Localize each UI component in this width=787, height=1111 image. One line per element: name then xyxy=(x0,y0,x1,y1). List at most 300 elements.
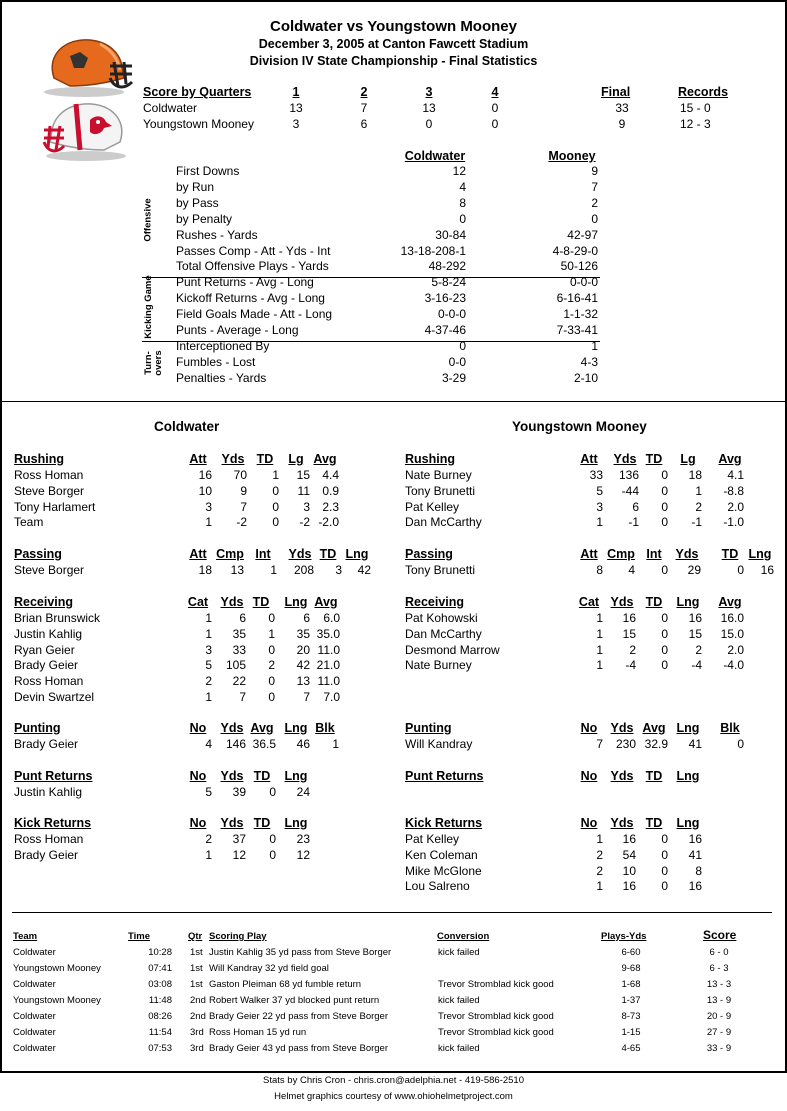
section-divider xyxy=(0,401,787,402)
player-stat-value: 5 xyxy=(596,483,603,498)
quarter-col-header: 4 xyxy=(491,85,499,99)
player-stat-value: 11 xyxy=(297,483,310,498)
player-name: Dan McCarthy xyxy=(405,515,482,530)
player-stat-value: 4 xyxy=(205,737,212,751)
scoring-play: Brady Geier 22 yd pass from Steve Borger xyxy=(209,1011,388,1022)
player-stat-value: 0 xyxy=(268,674,275,689)
scoring-time: 11:54 xyxy=(148,1027,172,1038)
stat-col-header: Yds xyxy=(220,769,244,783)
player-stat-value: 2.0 xyxy=(727,642,744,657)
player-stat-value: 29 xyxy=(687,563,701,577)
player-stat-value: 1 xyxy=(268,626,275,641)
left-team-heading: Coldwater xyxy=(154,419,220,434)
player-stat-value: -1 xyxy=(691,515,702,530)
team-stat-mooney: 6-16-41 xyxy=(556,291,598,306)
stat-col-header: Lng xyxy=(284,816,308,830)
stat-col-header: Yds xyxy=(220,595,244,609)
team-stat-coldwater: 0 xyxy=(459,211,466,226)
player-stat-value: 12 xyxy=(296,847,310,862)
player-stat-value: 230 xyxy=(615,737,636,751)
stat-col-header: Blk xyxy=(315,721,335,735)
scoring-play: Robert Walker 37 yd blocked punt return xyxy=(209,995,380,1006)
player-stat-value: 0 xyxy=(661,499,668,514)
stat-col-header: Lng xyxy=(284,595,308,609)
player-stat-value: 16 xyxy=(198,468,212,482)
team-stat-mooney: 0 xyxy=(591,211,598,226)
scoring-score: 13 - 3 xyxy=(706,979,732,990)
player-name: Brady Geier xyxy=(14,847,79,862)
quarter-score: 0 xyxy=(425,117,433,131)
quarter-col-header: 2 xyxy=(360,85,368,99)
team-stat-label: by Pass xyxy=(176,195,219,210)
stat-col-header: TD xyxy=(253,816,271,830)
player-stat-value: 2.3 xyxy=(322,499,339,514)
scoring-qtr: 3rd xyxy=(190,1027,204,1038)
player-stat-value: -4 xyxy=(691,658,702,673)
player-stat-value: 22 xyxy=(232,674,246,689)
player-stat-value: 0 xyxy=(272,515,279,530)
team-stats-col-coldwater: Coldwater xyxy=(404,149,466,163)
player-stat-value: 36.5 xyxy=(252,737,276,751)
quarter-score: 0 xyxy=(491,117,499,131)
quarters-team-name: Youngstown Mooney xyxy=(143,117,254,131)
footer-credits: Stats by Chris Cron - chris.cron@adelphia.net - 419-586-2510 xyxy=(263,1075,524,1086)
player-name: Steve Borger xyxy=(14,563,85,577)
scoring-team: Coldwater xyxy=(13,1043,56,1054)
player-stat-value: 0 xyxy=(737,563,744,577)
player-name: Tony Brunetti xyxy=(405,483,476,498)
player-stat-value: 11.0 xyxy=(317,674,340,689)
player-stat-value: 4 xyxy=(628,563,635,577)
stat-section-title: Receiving xyxy=(405,595,465,609)
player-name: Justin Kahlig xyxy=(14,626,83,641)
player-stat-value: 1 xyxy=(596,611,603,625)
player-stat-value: 2 xyxy=(205,832,212,846)
page-subtitle: December 3, 2005 at Canton Fawcett Stadium xyxy=(258,37,529,51)
player-name: Brady Geier xyxy=(14,737,79,751)
stat-col-header: Lng xyxy=(676,769,700,783)
player-stat-value: 0 xyxy=(661,658,668,673)
player-stat-value: -4.0 xyxy=(723,658,744,673)
player-stat-value: 6 xyxy=(239,611,246,625)
player-stat-value: 105 xyxy=(225,658,246,673)
stat-col-header: Lng xyxy=(284,721,308,735)
stat-col-header: Blk xyxy=(720,721,740,735)
stat-col-header: TD xyxy=(319,547,337,561)
player-stat-value: 35 xyxy=(232,626,246,641)
team-stat-coldwater: 4-37-46 xyxy=(424,323,466,337)
player-name: Ryan Geier xyxy=(14,642,75,657)
team-stat-mooney: 7-33-41 xyxy=(556,323,598,337)
scoring-conversion: Trevor Stromblad kick good xyxy=(438,979,554,990)
player-stat-value: 3 xyxy=(205,642,212,657)
player-stat-value: 16 xyxy=(688,879,702,894)
player-name: Desmond Marrow xyxy=(405,642,500,657)
stat-section-title: Punting xyxy=(14,721,61,735)
player-name: Steve Borger xyxy=(14,483,85,498)
team-stat-label: Passes Comp - Att - Yds - Int xyxy=(176,243,331,258)
scoring-plays-yds: 9-68 xyxy=(621,963,641,974)
quarters-heading: Score by Quarters xyxy=(143,85,252,99)
stat-col-header: TD xyxy=(645,452,663,466)
player-stat-value: 1 xyxy=(205,847,212,862)
player-stat-value: 0 xyxy=(661,515,668,530)
player-stat-value: 7.0 xyxy=(323,690,340,704)
team-stat-label: Punt Returns - Avg - Long xyxy=(176,275,314,290)
stat-col-header: No xyxy=(189,816,207,830)
player-stat-value: -44 xyxy=(621,483,639,498)
player-stat-value: 18 xyxy=(198,563,212,577)
team-stat-label: First Downs xyxy=(176,164,240,178)
player-stat-value: 136 xyxy=(618,468,639,482)
player-stat-value: 1 xyxy=(596,626,603,641)
player-stat-value: 39 xyxy=(232,785,246,799)
scoring-qtr: 2nd xyxy=(190,1011,206,1022)
player-stat-value: 1 xyxy=(596,642,603,657)
player-stat-value: -1.0 xyxy=(723,515,744,530)
stat-col-header: Avg xyxy=(314,595,338,609)
team-stat-mooney: 9 xyxy=(591,164,598,178)
stat-col-header: Att xyxy=(580,547,598,561)
player-stat-value: -2 xyxy=(236,515,247,530)
player-stat-value: 208 xyxy=(293,563,314,577)
scoring-play: Brady Geier 43 yd pass from Steve Borger xyxy=(209,1043,388,1054)
quarter-score: 13 xyxy=(289,101,303,115)
player-stat-value: 37 xyxy=(232,832,246,846)
player-stat-value: 70 xyxy=(233,468,247,482)
scoring-score: 6 - 3 xyxy=(709,963,729,974)
player-stat-value: 1 xyxy=(695,483,702,498)
quarter-score: 3 xyxy=(292,117,300,131)
player-stat-value: 16 xyxy=(622,879,636,894)
scoring-col-play: Scoring Play xyxy=(209,931,267,942)
player-stat-value: 16 xyxy=(622,611,636,625)
stat-col-header: Cmp xyxy=(216,547,244,561)
player-stat-value: 0 xyxy=(269,785,276,799)
stat-col-header: Avg xyxy=(718,595,742,609)
player-stat-value: 2 xyxy=(629,642,636,657)
player-stat-value: 0 xyxy=(268,690,275,704)
scoring-plays-yds: 1-15 xyxy=(621,1027,641,1038)
player-stat-value: 5 xyxy=(205,785,212,799)
team-stat-mooney: 0-0-0 xyxy=(569,275,598,290)
stat-col-header: TD xyxy=(253,769,271,783)
team-record: 12 - 3 xyxy=(680,117,711,131)
player-stat-value: 8 xyxy=(695,863,702,878)
player-stat-value: 1 xyxy=(205,611,212,625)
stat-section-title: Rushing xyxy=(405,452,455,466)
player-stat-value: 10 xyxy=(622,863,636,878)
scoring-conversion: kick failed xyxy=(438,1043,480,1054)
team-stat-coldwater: 8 xyxy=(459,195,466,210)
player-name: Devin Swartzel xyxy=(14,690,95,704)
final-col-header: Final xyxy=(601,85,631,99)
player-name: Ken Coleman xyxy=(405,847,478,862)
player-stat-value: 18 xyxy=(688,468,702,482)
player-stat-value: 10 xyxy=(198,483,212,498)
scoring-divider xyxy=(12,912,772,913)
stat-col-header: Avg xyxy=(718,452,742,466)
player-stat-value: -4 xyxy=(625,658,636,673)
player-name: Tony Harlamert xyxy=(14,499,96,514)
player-stat-value: 16 xyxy=(688,832,702,846)
team-stat-group-label: Kicking Game xyxy=(142,275,154,339)
scoring-col-score: Score xyxy=(703,928,737,942)
stat-col-header: No xyxy=(189,769,207,783)
scoring-plays-yds: 1-68 xyxy=(621,979,641,990)
player-stat-value: -1 xyxy=(628,515,639,530)
stat-col-header: Att xyxy=(189,452,207,466)
stat-col-header: Yds xyxy=(221,452,245,466)
stat-section-title: Kick Returns xyxy=(405,816,483,830)
player-name: Ross Homan xyxy=(14,674,84,689)
player-name: Ross Homan xyxy=(14,468,84,482)
scoring-col-team: Team xyxy=(13,931,38,942)
scoring-time: 08:26 xyxy=(148,1011,172,1022)
player-stat-value: 23 xyxy=(296,832,310,846)
player-stat-value: 0 xyxy=(269,847,276,862)
player-stat-value: 1 xyxy=(596,832,603,846)
coldwater-helmet-icon xyxy=(40,36,135,98)
team-stat-mooney: 42-97 xyxy=(567,227,598,242)
scoring-score: 13 - 9 xyxy=(706,995,732,1006)
stat-section-title: Receiving xyxy=(14,595,74,609)
scoring-team: Coldwater xyxy=(13,1011,56,1022)
stat-col-header: Yds xyxy=(220,721,244,735)
player-name: Ross Homan xyxy=(14,832,84,846)
player-stat-value: 46 xyxy=(296,737,310,751)
team-stat-coldwater: 0 xyxy=(459,338,466,353)
player-stat-value: 41 xyxy=(688,737,702,751)
stat-col-header: Yds xyxy=(610,721,634,735)
team-stat-label: Penalties - Yards xyxy=(176,370,267,385)
stat-col-header: Lng xyxy=(284,769,308,783)
team-stat-coldwater: 5-8-24 xyxy=(431,275,466,290)
team-record: 15 - 0 xyxy=(680,101,711,115)
team-stat-label: by Run xyxy=(176,179,215,194)
player-stat-value: 7 xyxy=(240,499,247,514)
stat-col-header: TD xyxy=(256,452,274,466)
player-stat-value: 1 xyxy=(332,737,339,751)
player-stat-value: 0 xyxy=(661,563,668,577)
player-name: Nate Burney xyxy=(405,468,472,482)
quarters-team-name: Coldwater xyxy=(143,101,198,115)
stat-col-header: TD xyxy=(645,769,663,783)
team-stat-group-label: Turn-overs xyxy=(142,350,164,376)
player-stat-value: 9 xyxy=(240,483,247,498)
scoring-qtr: 1st xyxy=(190,979,203,990)
scoring-team: Youngstown Mooney xyxy=(13,995,101,1006)
player-stat-value: 15 xyxy=(688,626,702,641)
team-stat-coldwater: 13-18-208-1 xyxy=(400,243,466,258)
stat-col-header: TD xyxy=(721,547,739,561)
scoring-plays-yds: 6-60 xyxy=(621,947,641,958)
player-stat-value: 2 xyxy=(596,847,603,862)
scoring-plays-yds: 8-73 xyxy=(621,1011,641,1022)
player-stat-value: 0 xyxy=(272,499,279,514)
player-stat-value: 33 xyxy=(589,468,603,482)
player-stat-value: 0 xyxy=(272,483,279,498)
player-stat-value: 2 xyxy=(205,674,212,689)
scoring-score: 6 - 0 xyxy=(709,947,729,958)
scoring-col-plays-yds: Plays-Yds xyxy=(601,931,647,942)
right-team-heading: Youngstown Mooney xyxy=(512,419,647,434)
player-stat-value: 146 xyxy=(225,737,246,751)
stat-col-header: Int xyxy=(646,547,662,561)
player-stat-value: 2 xyxy=(596,863,603,878)
player-name: Pat Kohowski xyxy=(405,611,478,625)
team-stat-label: Rushes - Yards xyxy=(176,227,258,242)
player-name: Lou Salreno xyxy=(405,879,470,894)
scoring-qtr: 3rd xyxy=(190,1043,204,1054)
player-name: Nate Burney xyxy=(405,658,472,673)
stat-col-header: Lng xyxy=(676,816,700,830)
player-name: Pat Kelley xyxy=(405,499,460,514)
player-stat-value: 4.4 xyxy=(322,468,339,482)
stat-col-header: Cat xyxy=(187,595,209,609)
stat-col-header: Lng xyxy=(676,595,700,609)
team-stat-label: Kickoff Returns - Avg - Long xyxy=(176,291,325,306)
stat-col-header: Yds xyxy=(610,769,634,783)
player-stat-value: 7 xyxy=(303,690,310,704)
team-stat-label: Total Offensive Plays - Yards xyxy=(176,259,329,274)
player-stat-value: 4.1 xyxy=(727,468,744,482)
scoring-score: 33 - 9 xyxy=(706,1043,732,1054)
player-stat-value: 16 xyxy=(622,832,636,846)
stat-col-header: Yds xyxy=(288,547,312,561)
team-stat-mooney: 4-8-29-0 xyxy=(552,243,598,258)
team-stat-coldwater: 0-0 xyxy=(448,354,466,369)
stat-col-header: Yds xyxy=(613,452,637,466)
stat-section-title: Punt Returns xyxy=(14,769,93,783)
player-stat-value: 15.0 xyxy=(720,626,744,641)
player-stat-value: 1 xyxy=(205,515,212,530)
player-stat-value: 6 xyxy=(632,499,639,514)
scoring-plays-yds: 4-65 xyxy=(621,1043,641,1054)
stat-col-header: No xyxy=(580,721,598,735)
scoring-plays-yds: 1-37 xyxy=(621,995,641,1006)
player-stat-value: 16 xyxy=(688,611,702,625)
player-stat-value: 3 xyxy=(335,563,342,577)
stat-col-header: TD xyxy=(252,595,270,609)
player-stat-value: -2 xyxy=(299,515,310,530)
scoring-play: Justin Kahlig 35 yd pass from Steve Borger xyxy=(209,947,392,958)
player-stat-value: 20 xyxy=(296,642,310,657)
player-stat-value: 3 xyxy=(303,499,310,514)
player-stat-value: 0 xyxy=(661,468,668,482)
player-stat-value: 0 xyxy=(661,863,668,878)
team-stat-label: Field Goals Made - Att - Long xyxy=(176,307,333,322)
stat-col-header: Lng xyxy=(676,721,700,735)
quarter-score: 13 xyxy=(422,101,436,115)
stat-col-header: Avg xyxy=(642,721,666,735)
player-stat-value: 33 xyxy=(232,642,246,657)
player-stat-value: 5 xyxy=(205,658,212,673)
player-stat-value: 3 xyxy=(596,499,603,514)
page-title: Coldwater vs Youngstown Mooney xyxy=(270,18,517,35)
stat-section-title: Rushing xyxy=(14,452,64,466)
stat-col-header: No xyxy=(580,769,598,783)
player-stat-value: 32.9 xyxy=(644,737,668,751)
quarter-col-header: 3 xyxy=(425,85,433,99)
team-stat-coldwater: 4 xyxy=(459,179,466,194)
stat-section-title: Punting xyxy=(405,721,452,735)
scoring-score: 27 - 9 xyxy=(706,1027,732,1038)
team-stat-mooney: 2-10 xyxy=(573,370,598,385)
player-stat-value: 12 xyxy=(232,847,246,862)
scoring-team: Coldwater xyxy=(13,1027,56,1038)
stat-section-title: Passing xyxy=(405,547,453,561)
player-stat-value: 0 xyxy=(268,642,275,657)
scoring-qtr: 1st xyxy=(190,947,203,958)
player-stat-value: 15 xyxy=(622,626,636,641)
team-stat-group-label: Offensive xyxy=(142,197,154,242)
team-stat-mooney: 1 xyxy=(591,338,598,353)
player-stat-value: 1 xyxy=(270,563,277,577)
player-stat-value: 0 xyxy=(661,879,668,894)
quarter-score: 0 xyxy=(491,101,499,115)
stat-col-header: Yds xyxy=(610,816,634,830)
scoring-team: Youngstown Mooney xyxy=(13,963,101,974)
player-stat-value: 1 xyxy=(205,626,212,641)
team-stat-coldwater: 12 xyxy=(452,164,466,178)
player-stat-value: 0 xyxy=(269,832,276,846)
player-stat-value: 3 xyxy=(205,499,212,514)
quarter-score: 6 xyxy=(360,117,368,131)
stat-col-header: Yds xyxy=(610,595,634,609)
team-stats-col-mooney: Mooney xyxy=(548,149,596,163)
stat-col-header: Att xyxy=(580,452,598,466)
scoring-col-qtr: Qtr xyxy=(188,931,203,942)
player-stat-value: 15 xyxy=(296,468,310,482)
player-stat-value: -2.0 xyxy=(318,515,339,530)
player-stat-value: 6.0 xyxy=(323,611,340,625)
stat-col-header: Yds xyxy=(675,547,699,561)
scoring-conversion: Trevor Stromblad kick good xyxy=(438,1011,554,1022)
stat-section-title: Punt Returns xyxy=(405,769,484,783)
player-stat-value: 1 xyxy=(205,690,212,704)
team-stat-mooney: 1-1-32 xyxy=(563,307,598,322)
player-stat-value: -8.8 xyxy=(723,483,744,498)
scoring-play: Gaston Pleiman 68 yd fumble return xyxy=(209,979,362,990)
scoring-time: 03:08 xyxy=(148,979,172,990)
player-stat-value: 0 xyxy=(661,832,668,846)
stat-col-header: No xyxy=(580,816,598,830)
player-stat-value: 0.9 xyxy=(322,483,339,498)
team-stat-coldwater: 48-292 xyxy=(428,259,466,274)
player-stat-value: 2.0 xyxy=(727,499,744,514)
scoring-qtr: 1st xyxy=(190,963,203,974)
player-stat-value: 13 xyxy=(296,674,310,689)
player-stat-value: 41 xyxy=(688,847,702,862)
player-stat-value: 0 xyxy=(661,847,668,862)
stat-col-header: Int xyxy=(255,547,271,561)
scoring-conversion: kick failed xyxy=(438,947,480,958)
scoring-time: 10:28 xyxy=(148,947,172,958)
player-stat-value: 1 xyxy=(272,468,279,482)
stat-col-header: Lg xyxy=(680,452,696,466)
player-name: Brady Geier xyxy=(14,658,79,673)
scoring-team: Coldwater xyxy=(13,979,56,990)
scoring-qtr: 2nd xyxy=(190,995,206,1006)
player-name: Brian Brunswick xyxy=(14,611,101,625)
scoring-team: Coldwater xyxy=(13,947,56,958)
player-stat-value: 2 xyxy=(695,499,702,514)
player-stat-value: 42 xyxy=(357,563,371,577)
player-stat-value: 13 xyxy=(230,563,244,577)
mooney-helmet-icon xyxy=(40,100,135,162)
stat-section-title: Passing xyxy=(14,547,62,561)
